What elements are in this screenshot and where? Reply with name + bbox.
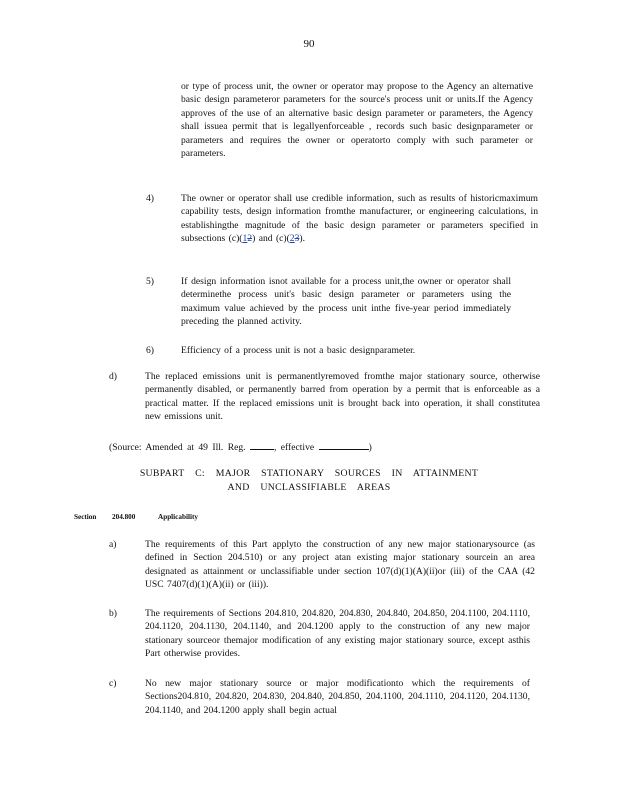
source-prefix: (Source: Amended at 49 Ill. Reg.: [109, 442, 246, 453]
source-suffix: ): [368, 442, 372, 453]
section-item-c-paragraph: [145, 677, 530, 717]
blank-register-number: [250, 441, 274, 450]
text-line: section 107(d)(1)(A)(ii)or (iii) of the CAA (42 USC 7407(d)(1)(A)(ii) or (iii)).: [145, 565, 535, 591]
section-item-marker-b: b): [109, 608, 117, 619]
text-line: the basic design parameter or parameters specified in subsections (c)(: [181, 219, 539, 245]
text-line: a permit that is enforceable as a practical matter. If the replaced emissions unit is: [145, 384, 540, 409]
text-line: construction of any new major stationary sourceor themajor modification of any: [145, 621, 530, 646]
section-label: Section: [74, 513, 97, 521]
section-item-b-paragraph: [145, 607, 530, 661]
item-marker-6: 6): [146, 345, 154, 356]
text-line: is legallyenforceable , records such basic designparameter or parameters: [181, 121, 533, 146]
text-line: No new major stationary source or major modificationto which the requirements: [145, 678, 514, 689]
text-fragment: ): [252, 233, 256, 245]
continuation-paragraph: [181, 80, 533, 160]
text-line: parameters using the maximum value achieved by the process unit inthe: [181, 289, 512, 314]
subpart-heading-line2: AND UNCLASSIFIABLE AREAS: [227, 482, 391, 493]
text-line: historicmaximum capability tests, design information fromthe: [181, 193, 538, 218]
text-line: major stationary sourcein an area designated as attainment or unclassifiable under: [145, 552, 536, 577]
text-line: The replaced emissions unit is permanentlyremoved fromthe major stationary: [145, 371, 465, 382]
item-marker-5: 5): [146, 276, 154, 287]
section-item-marker-c: c): [109, 678, 117, 689]
text-line: or type of process unit, the owner or operator may propose to the Agency: [181, 81, 477, 92]
text-line: process unit or units.If the Agency approves of the use of an alternative: [181, 94, 534, 119]
text-line: existing major stationary source, except asthis Part otherwise provides.: [145, 634, 530, 660]
text-line: The requirements of this Part applyto the construction of any new major: [145, 539, 451, 550]
text-line: brought back into operation, it shall constitutea new emissions unit.: [145, 397, 540, 423]
item-marker-4: 4): [146, 193, 154, 204]
subpart-heading-line1: SUBPART C: MAJOR STATIONARY SOURCES IN ATTAINMENT: [139, 468, 479, 479]
source-middle: , effective: [273, 442, 315, 453]
item-6-paragraph: [181, 344, 481, 357]
text-line: and requires the owner or operatorto comply with such parameter or: [229, 134, 533, 146]
page-number: 90: [303, 38, 315, 50]
text-line: operator shall determinethe process unit's basic design parameter or: [181, 276, 511, 301]
text-line: parameters.: [181, 148, 226, 160]
text-line: manufacturer, or engineering calculations, in establishingthe magnitude of: [181, 206, 538, 231]
amended-reference-deleted: 2: [247, 233, 253, 245]
text-line: The requirements of Sections 204.810, 204.820, 204.830, 204.840, 204.850,: [145, 608, 448, 619]
text-line: 204.1100, 204.1110, 204.1120, 204.1130, 204.1140, and 204.1200 apply to the: [145, 608, 530, 633]
text-line: and (c)(: [258, 233, 290, 245]
text-line: five-year period immediately preceding the planned activity.: [181, 302, 511, 328]
amended-reference-deleted: 3: [294, 233, 300, 245]
text-line: source, otherwise permanently disabled, or permanently barred from operation by: [145, 371, 541, 396]
text-line: stationarysource (as defined in Section 204.510) or any project atan existing: [145, 539, 535, 564]
section-title: Applicability: [158, 513, 198, 521]
text-line: 204.1120, 204.1130, 204.1140, and 204.1200 apply shall begin actual: [145, 691, 530, 716]
source-note: [109, 441, 372, 453]
text-line: Efficiency of a process unit is not a basic designparameter.: [181, 345, 416, 356]
item-4-paragraph: [181, 192, 538, 246]
text-line: an alternative basic design parameteror parameters for the source's: [181, 81, 533, 106]
section-item-a-paragraph: [145, 538, 535, 592]
item-5-paragraph: [181, 275, 511, 329]
blank-effective-date: [319, 441, 369, 450]
text-line: basic design parameter or parameters, the Agency shall issuea permit that: [181, 107, 533, 133]
section-item-marker-a: a): [109, 539, 117, 550]
text-line: of Sections204.810, 204.820, 204.830, 204.840, 204.850, 204.1100, 204.1110,: [145, 678, 530, 703]
text-fragment: ).: [299, 233, 305, 245]
amended-reference-new: 1: [242, 233, 248, 245]
text-line: The owner or operator shall use credible information, such as results of: [181, 193, 467, 204]
amended-reference-new: 2: [289, 233, 295, 245]
section-number: 204.800: [112, 513, 136, 521]
item-marker-d: d): [109, 371, 117, 382]
text-line: If design information isnot available for a process unit,the owner or: [181, 276, 454, 287]
item-d-paragraph: [145, 370, 540, 424]
